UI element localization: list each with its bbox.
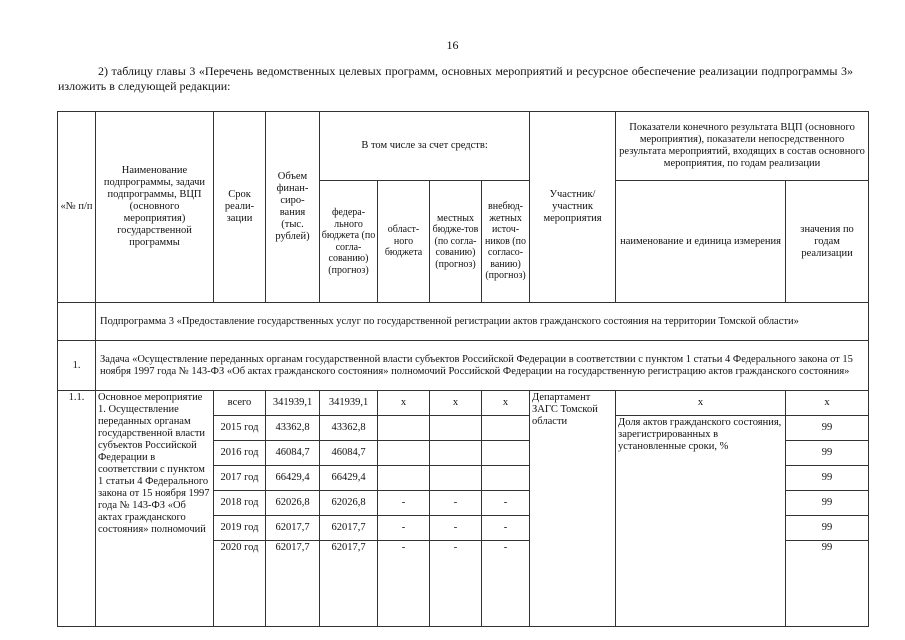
row-local: х: [430, 391, 482, 416]
activity-num: 1.1.: [58, 391, 96, 627]
row-volume: 62017,7: [266, 541, 320, 627]
row-local: [430, 441, 482, 466]
row-value: 99: [786, 516, 869, 541]
row-term: 2020 год: [214, 541, 266, 627]
row-volume: 341939,1: [266, 391, 320, 416]
row-volume: 66429,4: [266, 466, 320, 491]
task-num: 1.: [58, 341, 96, 391]
row-extra: -: [482, 541, 530, 627]
header-indicators: Показатели конечного результата ВЦП (основного мероприятия), показатели непосредственного результата мероприятий, входящих в состав основного мероприятия, по годам реализации: [616, 112, 869, 181]
header-ind-name: наименование и единица измерения: [616, 181, 786, 303]
row-federal: 66429,4: [320, 466, 378, 491]
row-term: всего: [214, 391, 266, 416]
row-extra: -: [482, 491, 530, 516]
row-regional: -: [378, 541, 430, 627]
row-value: 99: [786, 416, 869, 441]
header-num: «№ п/п: [58, 112, 96, 303]
task-row: Задача «Осуществление переданных органам государственной власти субъектов Российской Федерации в соответствии с пунктом 1 статьи 4 Федерального закона от 15 ноября 1997 года № 143-ФЗ «Об актах гражданского состояния» полномочий Российской Федерации на государственную регистрацию актов гражданского состояния»: [96, 341, 869, 391]
row-extra: -: [482, 516, 530, 541]
row-local: [430, 416, 482, 441]
row-local: [430, 466, 482, 491]
activity-name: Основное мероприятие 1. Осуществление переданных органам государственной власти субъектов Российской Федерации в соответствии с пунктом 1 статьи 4 Федерального закона от 15 ноября 1997 года № 143-ФЗ «Об актах гражданского состояния» полномочий: [96, 391, 214, 627]
row-term: 2019 год: [214, 516, 266, 541]
row-federal: 62017,7: [320, 516, 378, 541]
row-term: 2018 год: [214, 491, 266, 516]
header-federal: федера-льного бюджета (по согла-сованию) (прогноз): [320, 181, 378, 303]
row-term: 2017 год: [214, 466, 266, 491]
row-value: х: [786, 391, 869, 416]
indicator-x: х: [616, 391, 786, 416]
row-value: 99: [786, 491, 869, 516]
header-extra: внебюд-жетных источ-ников (по согласо-ванию) (прогноз): [482, 181, 530, 303]
row-federal: 341939,1: [320, 391, 378, 416]
subprogram-num-cell: [58, 303, 96, 341]
header-term: Срок реали-зации: [214, 112, 266, 303]
row-value: 99: [786, 441, 869, 466]
row-extra: [482, 416, 530, 441]
subprogram-row: Подпрограмма 3 «Предоставление государственных услуг по государственной регистрации актов гражданского состояния на территории Томской области»: [96, 303, 869, 341]
row-local: -: [430, 491, 482, 516]
row-regional: х: [378, 391, 430, 416]
header-ind-values: значения по годам реализации: [786, 181, 869, 303]
header-participant: Участник/ участник мероприятия: [530, 112, 616, 303]
row-volume: 46084,7: [266, 441, 320, 466]
row-regional: -: [378, 491, 430, 516]
row-regional: -: [378, 516, 430, 541]
row-value: 99: [786, 541, 869, 627]
row-regional: [378, 466, 430, 491]
row-local: -: [430, 541, 482, 627]
row-volume: 62017,7: [266, 516, 320, 541]
indicator-name: Доля актов гражданского состояния, зарегистрированных в установленные сроки, %: [616, 416, 786, 627]
row-extra: [482, 441, 530, 466]
row-regional: [378, 416, 430, 441]
header-regional: област-ного бюджета: [378, 181, 430, 303]
header-name: Наименование подпрограммы, задачи подпрограммы, ВЦП (основного мероприятия) государственной программы: [96, 112, 214, 303]
row-extra: [482, 466, 530, 491]
row-volume: 62026,8: [266, 491, 320, 516]
row-extra: х: [482, 391, 530, 416]
intro-paragraph: 2) таблицу главы 3 «Перечень ведомственных целевых программ, основных мероприятий и ресурсное обеспечение реализации подпрограммы 3» изложить в следующей редакции:: [58, 64, 853, 93]
row-federal: 62026,8: [320, 491, 378, 516]
row-volume: 43362,8: [266, 416, 320, 441]
row-value: 99: [786, 466, 869, 491]
header-local: местных бюдже-тов (по согла-сованию) (прогноз): [430, 181, 482, 303]
header-volume: Объем финан-сиро-вания (тыс. рублей): [266, 112, 320, 303]
row-federal: 43362,8: [320, 416, 378, 441]
row-federal: 46084,7: [320, 441, 378, 466]
activity-participant: Департамент ЗАГС Томской области: [530, 391, 616, 627]
row-term: 2016 год: [214, 441, 266, 466]
program-table: [57, 111, 869, 627]
page-number: 16: [446, 38, 459, 52]
row-local: -: [430, 516, 482, 541]
row-federal: 62017,7: [320, 541, 378, 627]
header-incl: В том числе за счет средств:: [320, 112, 530, 181]
row-regional: [378, 441, 430, 466]
row-term: 2015 год: [214, 416, 266, 441]
